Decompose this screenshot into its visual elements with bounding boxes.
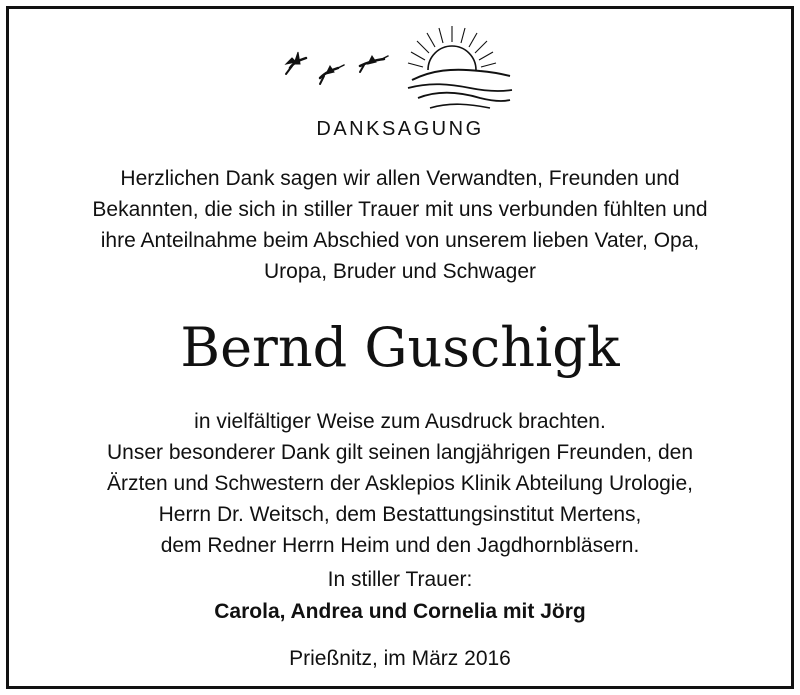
flying-birds-icon	[286, 52, 388, 84]
deceased-name: Bernd Guschigk	[180, 316, 620, 379]
intro-text	[0, 163, 800, 287]
text-line: Herrn Dr. Weitsch, dem Bestattungsinstitut Mertens,	[158, 503, 642, 526]
text-line: Bekannten, die sich in stiller Trauer mit uns verbunden fühlten und	[92, 198, 708, 221]
text-line: in vielfältiger Weise zum Ausdruck brachten.	[194, 410, 606, 433]
text-line: Ärzten und Schwestern der Asklepios Klinik Abteilung Urologie,	[107, 472, 693, 495]
header-illustration	[280, 24, 520, 114]
text-line: dem Redner Herrn Heim und den Jagdhornbläsern.	[160, 534, 640, 557]
body-text	[0, 406, 800, 561]
text-line: Unser besonderer Dank gilt seinen langjährigen Freunden, den	[106, 441, 694, 464]
place-and-date: Prießnitz, im März 2016	[289, 647, 511, 670]
signature-names: Carola, Andrea und Cornelia mit Jörg	[214, 600, 586, 623]
text-line: ihre Anteilnahme beim Abschied von unserem lieben Vater, Opa,	[100, 229, 700, 252]
text-line: Herzlichen Dank sagen wir allen Verwandten, Freunden und	[120, 167, 680, 190]
text-line: Uropa, Bruder und Schwager	[264, 260, 536, 283]
heading-danksagung: DANKSAGUNG	[316, 118, 484, 140]
sunrise-over-hills-icon	[408, 26, 512, 108]
signature-label: In stiller Trauer:	[327, 568, 473, 591]
